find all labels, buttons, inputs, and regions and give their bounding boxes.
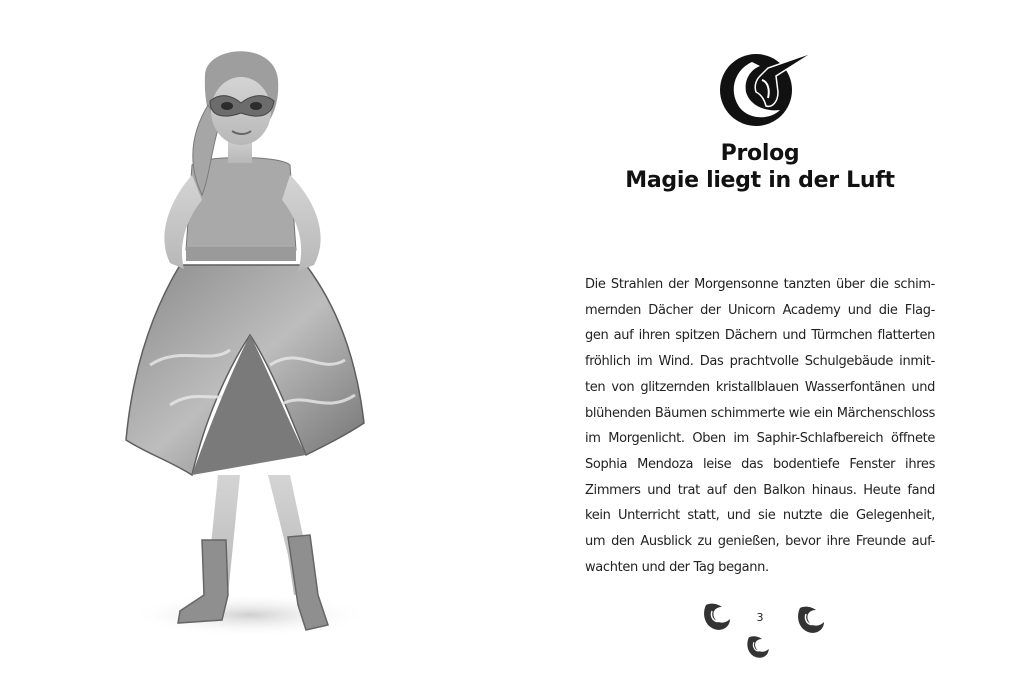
unicorn-logo-icon xyxy=(716,46,816,130)
body-line: Die Strahlen der Morgensonne tanzten über die schim- xyxy=(585,277,935,292)
body-line: blühenden Bäumen schimmerte wie ein Märchenschloss xyxy=(585,405,935,421)
body-line: wachten und der Tag begann. xyxy=(585,559,769,575)
body-line: gen auf ihren spitzen Dächern und Türmchen flatterten xyxy=(585,328,935,344)
chapter-title: Magie liegt in der Luft xyxy=(625,168,895,193)
swirl-ornament-icon xyxy=(700,601,734,635)
body-line: kein Unterricht statt, und sie nutzte die Gelegenheit, xyxy=(585,508,935,524)
character-illustration xyxy=(110,35,390,645)
chapter-heading xyxy=(590,140,930,194)
page-number: 3 xyxy=(756,611,764,624)
swirl-ornament-icon xyxy=(794,604,828,638)
body-line: im Morgenlicht. Oben im Saphir-Schlafbereich öffnete xyxy=(585,431,935,447)
body-line: Zimmers und trat auf den Balkon hinaus. Heute fand xyxy=(585,482,935,498)
body-line: Sophia Mendoza leise das bodentiefe Fenster ihres xyxy=(585,456,935,472)
body-paragraph xyxy=(585,272,935,580)
chapter-label: Prolog xyxy=(720,141,800,166)
body-line: ten von glitzernden kristallblauen Wasserfontänen und xyxy=(585,379,935,395)
body-line: fröhlich im Wind. Das prachtvolle Schulgebäude inmit- xyxy=(585,354,935,370)
body-line: um den Ausblick zu genießen, bevor ihre Freunde auf- xyxy=(585,534,935,550)
swirl-ornament-icon xyxy=(744,634,772,662)
body-line: mernden Dächer der Unicorn Academy und die Flag- xyxy=(585,302,935,318)
